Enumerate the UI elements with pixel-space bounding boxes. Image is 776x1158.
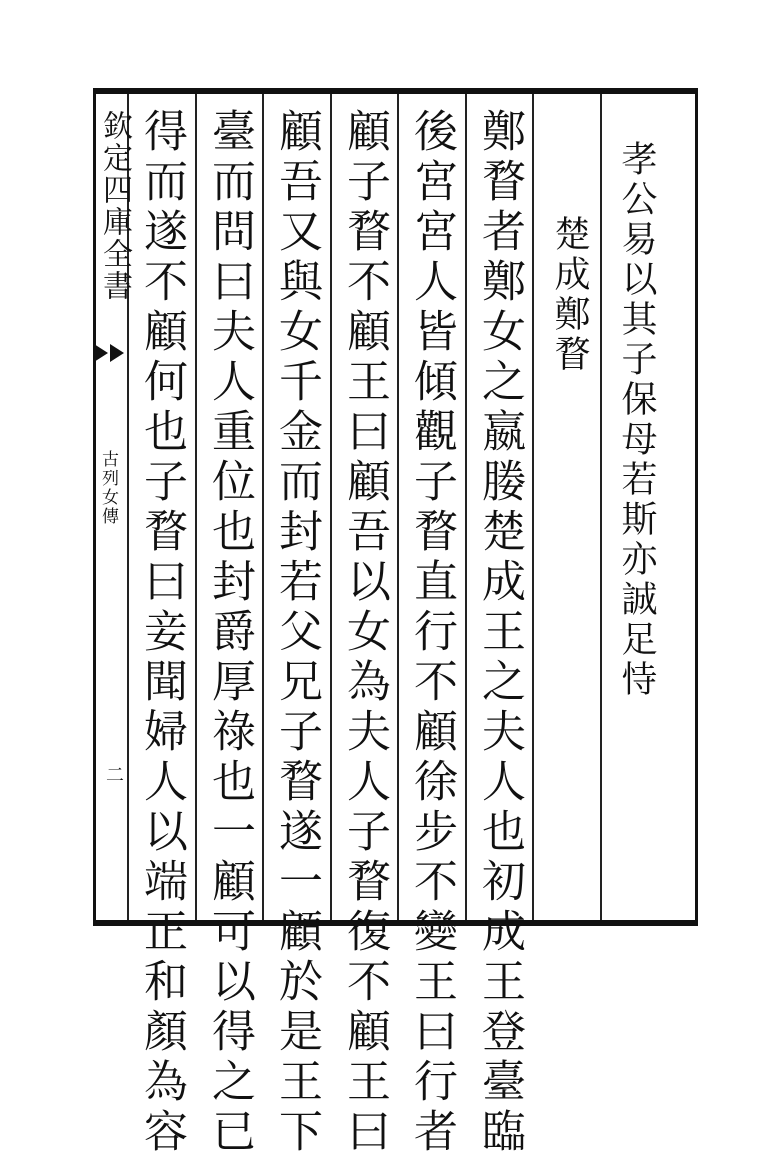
- text-column-7: 臺而問曰夫人重位也封爵厚祿也一顧可以得之已: [204, 108, 255, 1158]
- book-title: 古列女傳: [98, 450, 118, 526]
- text-column-4: 後宮宮人皆傾觀子瞀直行不顧徐步不變王曰行者: [406, 108, 457, 1158]
- column-rule: [195, 94, 197, 920]
- column-rule: [262, 94, 264, 920]
- section-heading: 楚成鄭瞀: [549, 215, 590, 375]
- column-rule: [532, 94, 534, 920]
- text-column-6: 顧吾又與女千金而封若父兄子瞀遂一顧於是王下: [271, 108, 322, 1158]
- column-rule: [465, 94, 467, 920]
- column-rule: [600, 94, 602, 920]
- column-rule: [397, 94, 399, 920]
- page-number: 二: [103, 765, 124, 783]
- column-rule: [330, 94, 332, 920]
- text-column-1: 孝公易以其子保母若斯亦誠足恃: [616, 140, 657, 700]
- book-series-title: 欽定四庫全書: [97, 110, 132, 302]
- text-column-5: 顧子瞀不顧王曰顧吾以女為夫人子瞀復不顧王曰: [339, 108, 390, 1158]
- text-column-8: 得而遂不顧何也子瞀曰妾聞婦人以端正和顏為容: [136, 108, 187, 1158]
- text-column-3: 鄭瞀者鄭女之嬴媵楚成王之夫人也初成王登臺臨: [474, 108, 525, 1158]
- fish-tail-mark: [92, 340, 126, 366]
